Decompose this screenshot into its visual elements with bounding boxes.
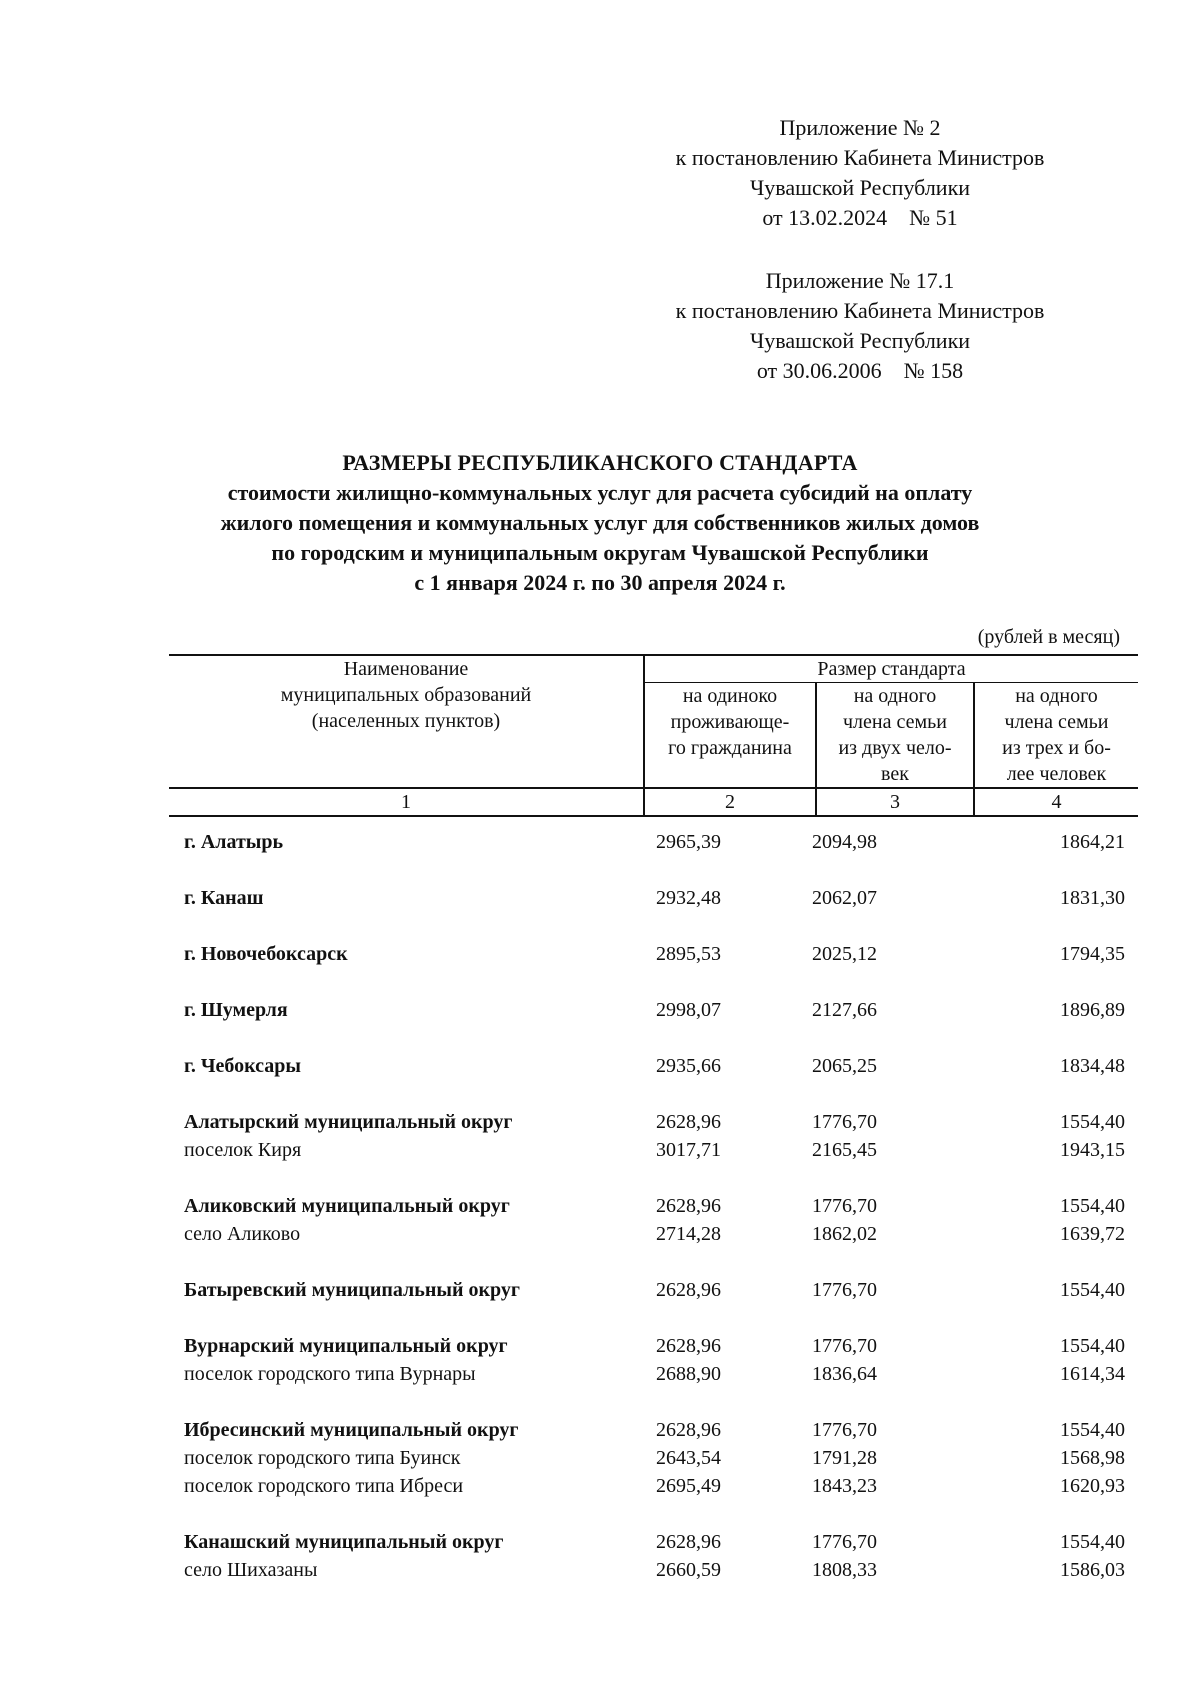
row-values (654, 1136, 1138, 1164)
row-values (654, 1360, 1138, 1388)
document-title (100, 448, 1100, 598)
header-col4 (974, 683, 1138, 789)
table-group (169, 996, 1138, 1024)
header-col2 (644, 683, 816, 789)
title-line: по городским и муниципальным округам Чувашской Республики (271, 540, 929, 565)
table-group (169, 1528, 1138, 1584)
district-name: г. Новочебоксарск (184, 943, 348, 965)
table-row (169, 1556, 1138, 1584)
district-name: Вурнарский муниципальный округ (184, 1335, 508, 1357)
district-name: г. Шумерля (184, 999, 288, 1021)
header-col-line: век (881, 763, 909, 785)
two-person-value: 1776,70 (812, 1531, 877, 1553)
two-person-value: 1862,02 (812, 1223, 877, 1245)
two-person-value: 1776,70 (812, 1419, 877, 1441)
district-name: Канашский муниципальный округ (184, 1531, 504, 1553)
two-person-value: 2165,45 (812, 1139, 877, 1161)
two-person-value: 2025,12 (812, 943, 877, 965)
single-citizen-value: 2688,90 (656, 1363, 721, 1385)
three-plus-value: 1943,15 (1060, 1139, 1125, 1161)
header-col-line: го гражданина (668, 737, 792, 759)
appendix-date: от 13.02.2024 № 51 (762, 205, 958, 230)
table-group (169, 1052, 1138, 1080)
table-row (169, 1108, 1138, 1136)
appendix-17-1-header (600, 266, 1120, 386)
row-values (654, 1528, 1138, 1556)
table-row (169, 1416, 1138, 1444)
table-row (169, 1052, 1138, 1080)
row-values (654, 1276, 1138, 1304)
row-values (654, 1052, 1138, 1080)
settlement-name: поселок городского типа Ибреси (184, 1475, 464, 1497)
table-row (169, 1360, 1138, 1388)
table-group (169, 1276, 1138, 1304)
appendix-republic: Чувашской Республики (749, 328, 971, 353)
district-name: г. Канаш (184, 887, 264, 909)
three-plus-value: 1614,34 (1060, 1363, 1125, 1385)
table-row (169, 1332, 1138, 1360)
header-col-line: члена семьи (1004, 711, 1109, 733)
three-plus-value: 1554,40 (1060, 1531, 1125, 1553)
table-row (169, 1444, 1138, 1472)
single-citizen-value: 2628,96 (656, 1111, 721, 1133)
table-group (169, 1108, 1138, 1164)
header-col-line: на одного (853, 685, 937, 707)
district-name: г. Чебоксары (184, 1055, 302, 1077)
column-number-2: 2 (644, 788, 816, 816)
header-col-line: из трех и бо- (1002, 737, 1111, 759)
table-header (169, 654, 1138, 817)
settlement-name: село Аликово (184, 1223, 301, 1245)
settlement-name: поселок Киря (184, 1139, 302, 1161)
three-plus-value: 1794,35 (1060, 943, 1125, 965)
two-person-value: 1776,70 (812, 1111, 877, 1133)
header-col-line: проживающе- (670, 711, 790, 733)
appendix-ref: к постановлению Кабинета Министров (675, 145, 1045, 170)
table-group (169, 1416, 1138, 1500)
three-plus-value: 1568,98 (1060, 1447, 1125, 1469)
title-main: РАЗМЕРЫ РЕСПУБЛИКАНСКОГО СТАНДАРТА (342, 450, 858, 475)
three-plus-value: 1554,40 (1060, 1195, 1125, 1217)
header-name-line: муниципальных образований (280, 684, 532, 706)
row-values (654, 1472, 1138, 1500)
two-person-value: 1791,28 (812, 1447, 877, 1469)
row-values (654, 1220, 1138, 1248)
three-plus-value: 1554,40 (1060, 1279, 1125, 1301)
two-person-value: 1776,70 (812, 1279, 877, 1301)
three-plus-value: 1586,03 (1060, 1559, 1125, 1581)
settlement-name: поселок городского типа Вурнары (184, 1363, 476, 1385)
two-person-value: 1776,70 (812, 1195, 877, 1217)
single-citizen-value: 2628,96 (656, 1531, 721, 1553)
title-line: жилого помещения и коммунальных услуг для собственников жилых домов (220, 510, 980, 535)
district-name: Алатырский муниципальный округ (184, 1111, 513, 1133)
single-citizen-value: 2628,96 (656, 1335, 721, 1357)
table-row (169, 1276, 1138, 1304)
table-row (169, 1136, 1138, 1164)
single-citizen-value: 2895,53 (656, 943, 721, 965)
header-name-line: Наименование (343, 658, 469, 680)
district-name: Аликовский муниципальный округ (184, 1195, 510, 1217)
three-plus-value: 1554,40 (1060, 1335, 1125, 1357)
appendix-republic: Чувашской Республики (749, 175, 971, 200)
appendix-number: Приложение № 17.1 (765, 268, 955, 293)
column-number-4: 4 (974, 788, 1138, 816)
two-person-value: 2094,98 (812, 831, 877, 853)
table-row (169, 1192, 1138, 1220)
title-period: с 1 января 2024 г. по 30 апреля 2024 г. (414, 570, 786, 595)
row-values (654, 1444, 1138, 1472)
table-row (169, 884, 1138, 912)
appendix-number: Приложение № 2 (779, 115, 941, 140)
three-plus-value: 1554,40 (1060, 1419, 1125, 1441)
table-row (169, 828, 1138, 856)
title-line: стоимости жилищно-коммунальных услуг для расчета субсидий на оплату (227, 480, 973, 505)
table-group (169, 884, 1138, 912)
table-body (169, 828, 1138, 1612)
single-citizen-value: 2714,28 (656, 1223, 721, 1245)
column-number-1: 1 (169, 788, 644, 816)
appendix-date: от 30.06.2006 № 158 (756, 358, 964, 383)
single-citizen-value: 2998,07 (656, 999, 721, 1021)
district-name: Ибресинский муниципальный округ (184, 1419, 519, 1441)
three-plus-value: 1620,93 (1060, 1475, 1125, 1497)
table-group (169, 940, 1138, 968)
header-col3 (816, 683, 974, 789)
header-col-line: на одного (1015, 685, 1098, 707)
row-values (654, 1192, 1138, 1220)
two-person-value: 1843,23 (812, 1475, 877, 1497)
three-plus-value: 1896,89 (1060, 999, 1125, 1021)
three-plus-value: 1554,40 (1060, 1111, 1125, 1133)
row-values (654, 996, 1138, 1024)
three-plus-value: 1864,21 (1060, 831, 1125, 853)
header-name-line: (населенных пунктов) (311, 710, 501, 732)
single-citizen-value: 2965,39 (656, 831, 721, 853)
two-person-value: 1808,33 (812, 1559, 877, 1581)
table-row (169, 1220, 1138, 1248)
row-values (654, 1416, 1138, 1444)
table-row (169, 1472, 1138, 1500)
table-row (169, 1528, 1138, 1556)
single-citizen-value: 2935,66 (656, 1055, 721, 1077)
table-group (169, 1332, 1138, 1388)
settlement-name: поселок городского типа Буинск (184, 1447, 461, 1469)
two-person-value: 1776,70 (812, 1335, 877, 1357)
table-row (169, 996, 1138, 1024)
row-values (654, 884, 1138, 912)
units-note: (рублей в месяц) (977, 626, 1120, 648)
header-col-line: члена семьи (843, 711, 947, 733)
settlement-name: село Шихазаны (184, 1559, 318, 1581)
two-person-value: 2065,25 (812, 1055, 877, 1077)
single-citizen-value: 2660,59 (656, 1559, 721, 1581)
row-values (654, 1108, 1138, 1136)
single-citizen-value: 2643,54 (656, 1447, 721, 1469)
single-citizen-value: 2628,96 (656, 1419, 721, 1441)
header-col-line: на одиноко (682, 685, 778, 707)
single-citizen-value: 2628,96 (656, 1279, 721, 1301)
three-plus-value: 1639,72 (1060, 1223, 1125, 1245)
header-col-line: лее человек (1006, 763, 1107, 785)
single-citizen-value: 3017,71 (656, 1139, 721, 1161)
row-values (654, 1556, 1138, 1584)
table-group (169, 828, 1138, 856)
row-values (654, 940, 1138, 968)
single-citizen-value: 2932,48 (656, 887, 721, 909)
two-person-value: 1836,64 (812, 1363, 877, 1385)
single-citizen-value: 2695,49 (656, 1475, 721, 1497)
district-name: г. Алатырь (184, 831, 284, 853)
header-size-cell: Размер стандарта (644, 655, 1138, 683)
header-col-line: из двух чело- (838, 737, 952, 759)
three-plus-value: 1831,30 (1060, 887, 1125, 909)
row-values (654, 1332, 1138, 1360)
three-plus-value: 1834,48 (1060, 1055, 1125, 1077)
row-values (654, 828, 1138, 856)
table-row (169, 940, 1138, 968)
table-group (169, 1192, 1138, 1248)
two-person-value: 2062,07 (812, 887, 877, 909)
single-citizen-value: 2628,96 (656, 1195, 721, 1217)
column-number-3: 3 (816, 788, 974, 816)
header-name-cell (169, 655, 644, 788)
appendix-2-header (600, 113, 1120, 233)
two-person-value: 2127,66 (812, 999, 877, 1021)
district-name: Батыревский муниципальный округ (184, 1279, 520, 1301)
appendix-ref: к постановлению Кабинета Министров (675, 298, 1045, 323)
